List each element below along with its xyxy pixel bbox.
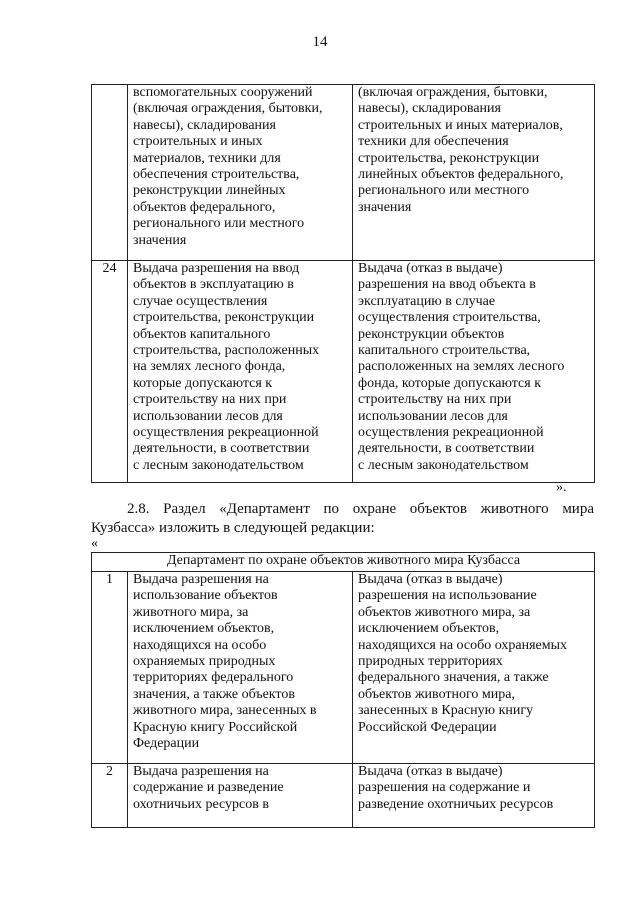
paragraph-line-2: Кузбасса» изложить в следующей редакции:	[91, 520, 375, 536]
amendment-paragraph	[91, 500, 594, 538]
row-number-cell	[92, 85, 128, 261]
service-name-cell: Выдача разрешения на использование объектов животного мира, за исключением объектов, находящихся на особо охраняемых природных территориях федерального значения, а также объектов животного мира, занесенных в Красную книгу Российской Федерации	[128, 572, 353, 764]
table-row	[92, 261, 595, 483]
opening-quote: «	[91, 536, 98, 551]
service-result-cell: Выдача (отказ в выдаче) разрешения на использование объектов животного мира, за исключением объектов, находящихся на особо охраняемых природных территориях федерального значения, а также объектов животного мира, занесенных в Красную книгу Российской Федерации	[353, 572, 595, 764]
page-number: 14	[312, 34, 328, 50]
wildlife-department-table	[91, 552, 595, 828]
service-name-cell: вспомогательных сооружений (включая ограждения, бытовки, навесы), складирования строительных и иных материалов, техники для обеспечения строительства, реконструкции линейных объектов федерального, регионального или местного значения	[128, 85, 353, 261]
service-result-cell: Выдача (отказ в выдаче) разрешения на ввод объекта в эксплуатацию в случае осуществления строительства, реконструкции объектов капитального строительства, расположенных на землях лесного фонда, которые допускаются к строительству на них при использовании лесов для осуществления рекреационной деятельности, в соответствии с лесным законодательством	[353, 261, 595, 483]
table-row	[92, 85, 595, 261]
services-table-continued	[91, 84, 595, 483]
row-number-cell: 1	[92, 572, 128, 764]
paragraph-line-1: 2.8. Раздел «Департамент по охране объектов животного мира	[127, 501, 594, 517]
service-result-cell: Выдача (отказ в выдаче) разрешения на содержание и разведение охотничьих ресурсов	[353, 764, 595, 828]
table-row	[92, 572, 595, 764]
row-number-cell: 2	[92, 764, 128, 828]
service-name-cell: Выдача разрешения на ввод объектов в эксплуатацию в случае осуществления строительства, реконструкции объектов капитального строительства, расположенных на землях лесного фонда, которые допускаются к строительству на них при использовании лесов для осуществления рекреационной деятельности, в соответствии с лесным законодательством	[128, 261, 353, 483]
row-number-cell: 24	[92, 261, 128, 483]
service-name-cell: Выдача разрешения на содержание и разведение охотничьих ресурсов в	[128, 764, 353, 828]
service-result-cell: (включая ограждения, бытовки, навесы), складирования строительных и иных материалов, техники для обеспечения строительства, реконструкции линейных объектов федерального, регионального или местного значения	[353, 85, 595, 261]
section-header: Департамент по охране объектов животного мира Кузбасса	[92, 553, 595, 572]
closing-quote: ».	[556, 480, 567, 495]
section-header-row	[92, 553, 595, 572]
table-row	[92, 764, 595, 828]
